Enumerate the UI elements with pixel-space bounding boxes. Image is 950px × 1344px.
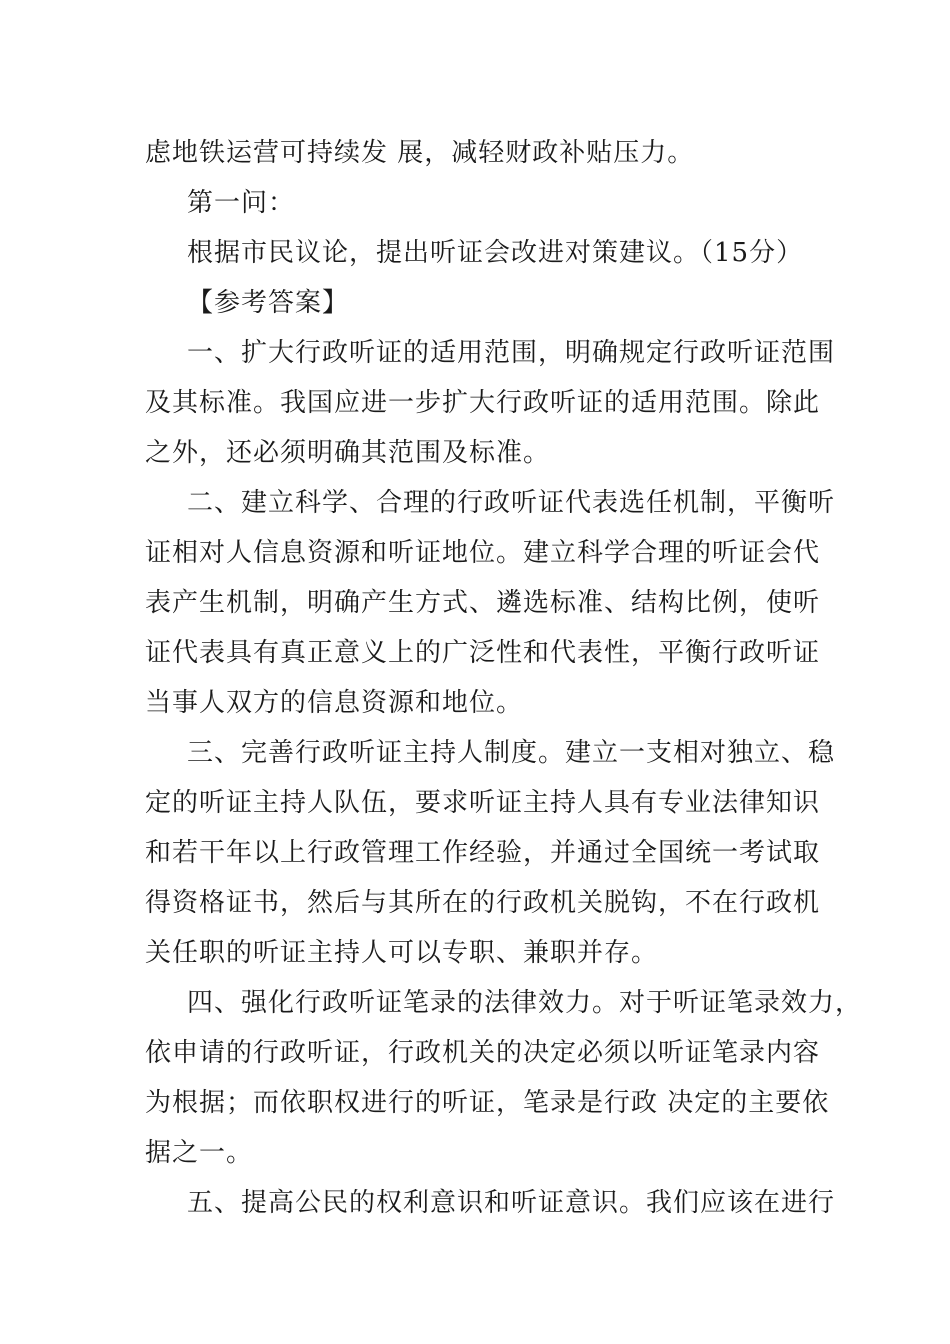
- question-text: 根据市民议论，提出听证会改进对策建议。（15分）: [187, 238, 804, 268]
- paragraph-4-line-2: 依申请的行政听证，行政机关的决定必须以听证笔录内容: [145, 1038, 821, 1068]
- paragraph-1-line-1: 一、扩大行政听证的适用范围，明确规定行政听证范围: [187, 338, 836, 368]
- text-line-continuation: 虑地铁运营可持续发 展，减轻财政补贴压力。: [145, 138, 695, 168]
- answer-heading: 【参考答案】: [187, 288, 350, 318]
- paragraph-3-line-5: 关任职的听证主持人可以专职、兼职并存。: [145, 938, 659, 968]
- paragraph-3-line-4: 得资格证书，然后与其所在的行政机关脱钩，不在行政机: [145, 888, 821, 918]
- paragraph-3-line-1: 三、完善行政听证主持人制度。建立一支相对独立、稳: [187, 738, 836, 768]
- paragraph-3-line-3: 和若干年以上行政管理工作经验，并通过全国统一考试取: [145, 838, 821, 868]
- paragraph-2-line-2: 证相对人信息资源和听证地位。建立科学合理的听证会代: [145, 538, 821, 568]
- paragraph-1-line-2: 及其标准。我国应进一步扩大行政听证的适用范围。除此: [145, 388, 821, 418]
- paragraph-5-line-1: 五、提高公民的权利意识和听证意识。我们应该在进行: [187, 1188, 836, 1218]
- paragraph-4-line-1: 四、强化行政听证笔录的法律效力。对于听证笔录效力，: [187, 988, 863, 1018]
- paragraph-1-line-3: 之外，还必须明确其范围及标准。: [145, 438, 551, 468]
- paragraph-4-line-3: 为根据；而依职权进行的听证，笔录是行政 决定的主要依: [145, 1088, 830, 1118]
- paragraph-2-line-4: 证代表具有真正意义上的广泛性和代表性，平衡行政听证: [145, 638, 821, 668]
- paragraph-3-line-2: 定的听证主持人队伍，要求听证主持人具有专业法律知识: [145, 788, 821, 818]
- question-heading: 第一问：: [187, 188, 296, 218]
- paragraph-2-line-5: 当事人双方的信息资源和地位。: [145, 688, 524, 718]
- paragraph-2-line-1: 二、建立科学、合理的行政听证代表选任机制，平衡听: [187, 488, 836, 518]
- paragraph-2-line-3: 表产生机制，明确产生方式、遴选标准、结构比例，使听: [145, 588, 821, 618]
- paragraph-4-line-4: 据之一。: [145, 1138, 254, 1168]
